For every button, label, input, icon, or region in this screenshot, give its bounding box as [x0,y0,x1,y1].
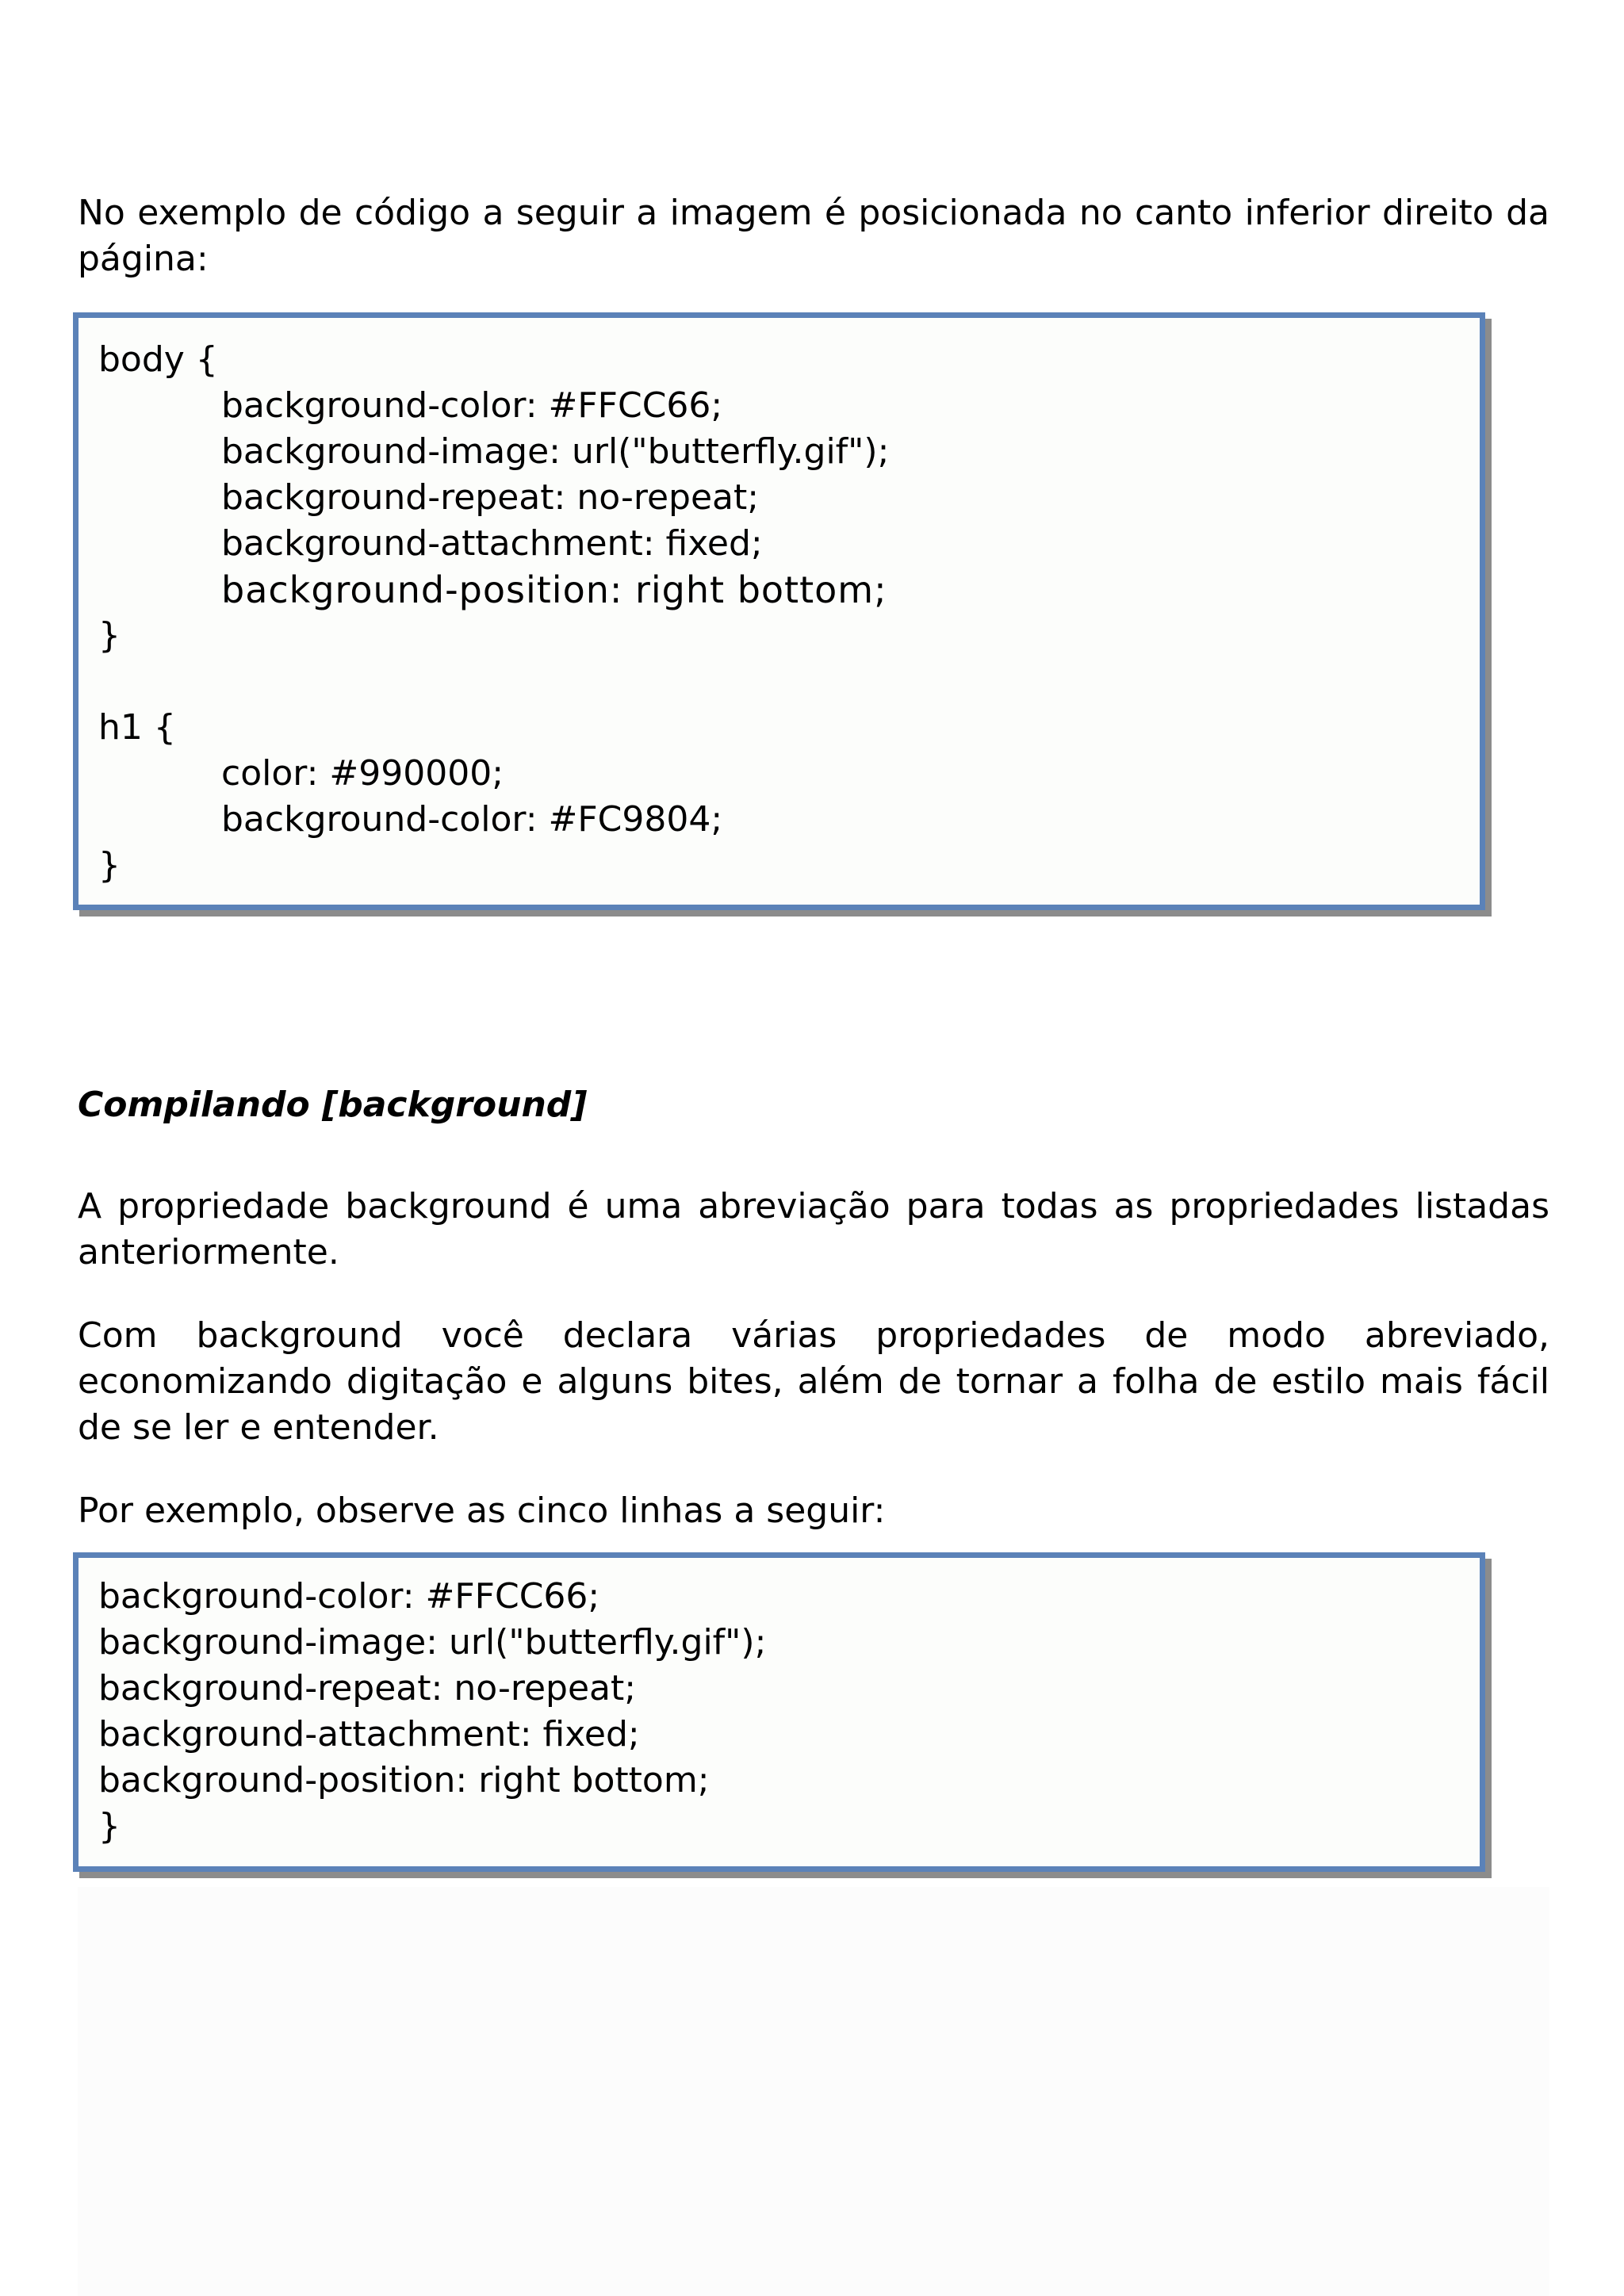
code-line: background-attachment: fixed; [221,523,763,564]
intro-paragraph: No exemplo de código a seguir a imagem é posicionada no canto inferior direito da página: [78,193,1549,279]
code-line: background-position: right bottom; [98,1760,710,1800]
code-line: background-image: url("butterfly.gif"); [221,431,890,472]
code-line: background-position: right bottom; [221,568,887,611]
code-line: background-attachment: fixed; [98,1714,640,1755]
code-line: } [98,1806,121,1846]
code-line: background-color: #FC9804; [221,799,723,840]
code-line: color: #990000; [221,753,504,794]
section-heading: Compilando [background] [78,1085,588,1125]
section-paragraph-3: Por exemplo, observe as cinco linhas a seguir: [78,1490,886,1531]
code-line: background-color: #FFCC66; [98,1576,600,1617]
page-shade-area [78,1887,1549,2296]
code-block-body-h1 [73,312,1485,910]
code-line: background-image: url("butterfly.gif"); [98,1622,767,1663]
code-line: h1 { [98,707,176,748]
code-block-shorthand [73,1552,1485,1872]
code-line: } [98,845,121,886]
section-paragraph-1: A propriedade background é uma abreviação para todas as propriedades listadas anteriormente. [78,1186,1549,1272]
code-line: body { [98,339,218,380]
code-line: background-repeat: no-repeat; [98,1668,637,1709]
code-line: } [98,615,121,656]
code-line: background-color: #FFCC66; [221,385,723,426]
section-paragraph-2: Com background você declara várias propriedades de modo abreviado, economizando digitação e alguns bites, além de tornar a folha de estilo mais fácil de se ler e entender. [78,1315,1549,1448]
code-line: background-repeat: no-repeat; [221,477,760,518]
